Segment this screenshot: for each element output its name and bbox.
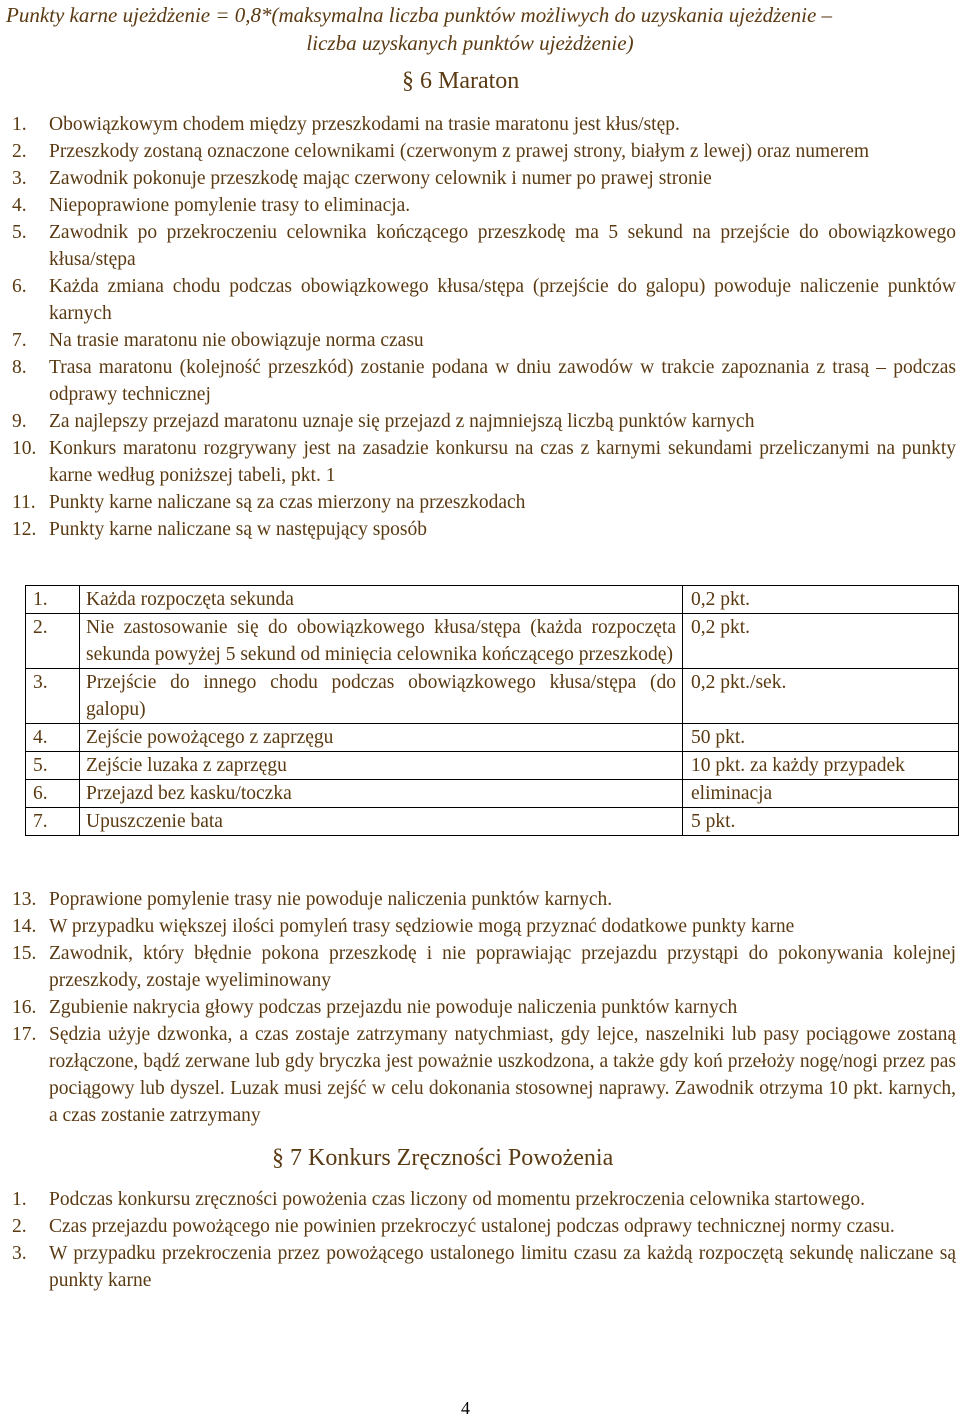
- section-7-heading: § 7 Konkurs Zręczności Powożenia: [272, 1145, 614, 1171]
- list-item: 13. Poprawione pomylenie trasy nie powoduje naliczenia punktów karnych.: [12, 889, 613, 910]
- list-item: 9. Za najlepszy przejazd maratonu uznaje się przejazd z najmniejszą liczbą punktów karnych: [12, 411, 755, 432]
- list-item: 1. Podczas konkursu zręczności powożenia czas liczony od momentu przekroczenia celownika startowego.: [12, 1189, 865, 1210]
- list-item: 12. Punkty karne naliczane są w następujący sposób: [12, 519, 427, 540]
- list-item: 2. Przeszkody zostaną oznaczone celownikami (czerwonym z prawej strony, białym z lewej) oraz numerem: [12, 141, 870, 162]
- list-item: 11. Punkty karne naliczane są za czas mierzony na przeszkodach: [12, 492, 526, 513]
- page-number: 4: [461, 1398, 470, 1418]
- table-row: 1. Każda rozpoczęta sekunda 0,2 pkt.: [26, 586, 959, 614]
- table-row: 3. Przejście do innego chodu podczas obowiązkowego kłusa/stępa (do galopu) 0,2 pkt./sek.: [26, 669, 959, 724]
- section-6-list-continued: [0, 886, 960, 1129]
- table-row: 5. Zejście luzaka z zaprzęgu 10 pkt. za każdy przypadek: [26, 752, 959, 780]
- list-item: 14. W przypadku większej ilości pomyleń trasy sędziowie mogą przyznać dodatkowe punkty karne: [12, 916, 795, 937]
- table-row: 7. Upuszczenie bata 5 pkt.: [26, 808, 959, 836]
- formula-line-2: liczba uzyskanych punktów ujeżdżenie): [306, 31, 634, 55]
- table-row: 4. Zejście powożącego z zaprzęgu 50 pkt.: [26, 724, 959, 752]
- list-item: 17. Sędzia użyje dzwonka, a czas zostaje zatrzymany natychmiast, gdy lejce, naszelniki lub pasy pociągowe zostaną rozłączone, bądź zerwane lub gdy bryczka jest poważnie uszkodzona, a także gdy koń przełoży nogę/nogi przez pas pociągowy lub dyszel. Luzak musi zejść w celu dokonania stosownej naprawy. Zawodnik otrzyma 10 pkt. karnych, a czas zostanie zatrzymany: [12, 1024, 956, 1126]
- table-row: 2. Nie zastosowanie się do obowiązkowego kłusa/stępa (każda rozpoczęta sekunda powyżej 5 sekund od minięcia celownika kończącego przeszkodę) 0,2 pkt.: [26, 614, 959, 669]
- section-6-heading: § 6 Maraton: [402, 68, 520, 94]
- list-item: 7. Na trasie maratonu nie obowiązuje norma czasu: [12, 330, 424, 351]
- section-6-list: [0, 111, 960, 543]
- list-item: 4. Niepoprawione pomylenie trasy to eliminacja.: [12, 195, 411, 216]
- section-7-list: [0, 1186, 960, 1294]
- list-item: 3. Zawodnik pokonuje przeszkodę mając czerwony celownik i numer po prawej stronie: [12, 168, 712, 189]
- list-item: 10. Konkurs maratonu rozgrywany jest na zasadzie konkursu na czas z karnymi sekundami przeliczanymi na punkty karne według poniższej tabeli, pkt. 1: [12, 438, 956, 486]
- list-item: 15. Zawodnik, który błędnie pokona przeszkodę i nie poprawiając przejazdu przystąpi do pokonywania kolejnej przeszkody, zostaje wyeliminowany: [12, 943, 956, 991]
- list-item: 6. Każda zmiana chodu podczas obowiązkowego kłusa/stępa (przejście do galopu) powoduje naliczenie punktów karnych: [12, 276, 956, 324]
- list-item: 8. Trasa maratonu (kolejność przeszkód) zostanie podana w dniu zawodów w trakcie zapoznania z trasą – podczas odprawy technicznej: [12, 357, 956, 405]
- list-item: 16. Zgubienie nakrycia głowy podczas przejazdu nie powoduje naliczenia punktów karnych: [12, 997, 738, 1018]
- penalty-table: [25, 585, 959, 836]
- list-item: 2. Czas przejazdu powożącego nie powinien przekroczyć ustalonej podczas odprawy technicznej normy czasu.: [12, 1216, 895, 1237]
- list-item: 1. Obowiązkowym chodem między przeszkodami na trasie maratonu jest kłus/stęp.: [12, 114, 680, 135]
- table-row: 6. Przejazd bez kasku/toczka eliminacja: [26, 780, 959, 808]
- list-item: 3. W przypadku przekroczenia przez powożącego ustalonego limitu czasu za każdą rozpoczętą sekundę naliczane są punkty karne: [12, 1243, 956, 1291]
- formula-line-1: Punkty karne ujeżdżenie = 0,8*(maksymalna liczba punktów możliwych do uzyskania ujeżdżenie –: [6, 3, 833, 27]
- list-item: 5. Zawodnik po przekroczeniu celownika kończącego przeszkodę ma 5 sekund na przejście do obowiązkowego kłusa/stępa: [12, 222, 956, 270]
